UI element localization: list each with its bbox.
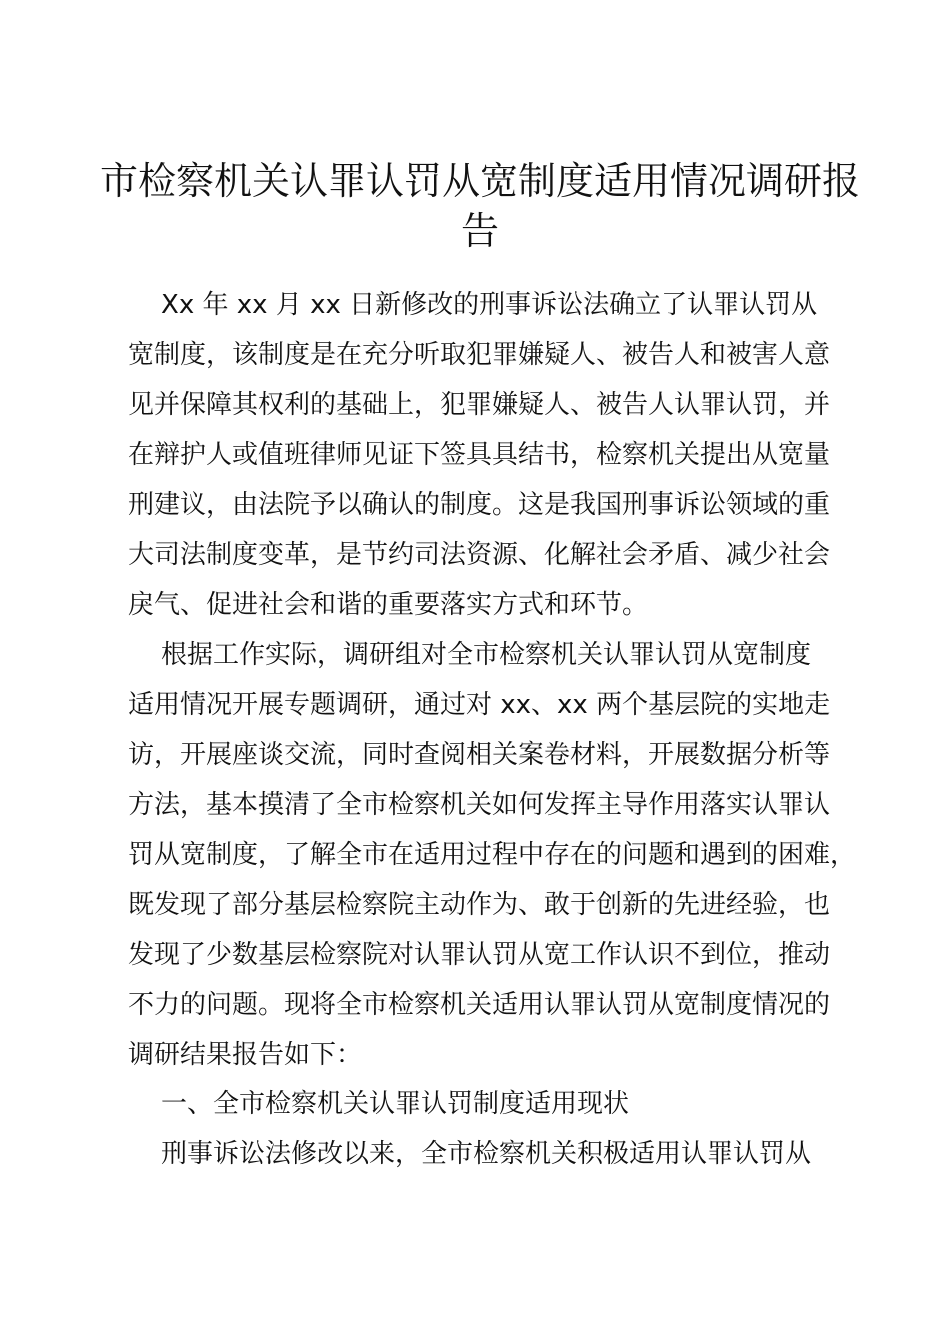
paragraph-line: 根据工作实际，调研组对全市检察机关认罪认罚从宽制度 [128, 640, 812, 670]
paragraph-line: 访，开展座谈交流，同时查阅相关案卷材料，开展数据分析等 [128, 740, 831, 770]
paragraph-line: 刑事诉讼法修改以来，全市检察机关积极适用认罪认罚从 [128, 1139, 812, 1169]
paragraph-method [128, 630, 857, 1080]
paragraph-line: 戾气、促进社会和谐的重要落实方式和环节。 [128, 590, 649, 620]
paragraph-line: 在辩护人或值班律师见证下签具具结书，检察机关提出从宽量 [128, 440, 831, 470]
paragraph-line: 宽制度，该制度是在充分听取犯罪嫌疑人、被告人和被害人意 [128, 340, 831, 370]
paragraph-line: 见并保障其权利的基础上，犯罪嫌疑人、被告人认罪认罚，并 [128, 390, 831, 420]
paragraph-line: 既发现了部分基层检察院主动作为、敢于创新的先进经验，也 [128, 890, 831, 920]
paragraph-line: Xx 年 xx 月 xx 日新修改的刑事诉讼法确立了认罪认罚从 [128, 290, 818, 320]
paragraph-line: 方法，基本摸清了全市检察机关如何发挥主导作用落实认罪认 [128, 790, 831, 820]
paragraph-line: 大司法制度变革，是节约司法资源、化解社会矛盾、减少社会 [128, 540, 831, 570]
paragraph-line: 发现了少数基层检察院对认罪认罚从宽工作认识不到位，推动 [128, 940, 831, 970]
document-title-line2: 告 [460, 209, 499, 253]
section-heading-text: 一、全市检察机关认罪认罚制度适用现状 [128, 1089, 630, 1119]
paragraph-line: 调研结果报告如下： [128, 1040, 363, 1070]
document-title-line1: 市检察机关认罪认罚从宽制度适用情况调研报 [100, 159, 861, 203]
section-heading [128, 1079, 848, 1129]
paragraph-status [128, 1129, 848, 1179]
paragraph-intro [128, 280, 848, 630]
paragraph-line: 不力的问题。现将全市检察机关适用认罪认罚从宽制度情况的 [128, 990, 831, 1020]
paragraph-line: 适用情况开展专题调研，通过对 xx、xx 两个基层院的实地走 [128, 690, 831, 720]
paragraph-line: 刑建议，由法院予以确认的制度。这是我国刑事诉讼领域的重 [128, 490, 831, 520]
paragraph-line: 罚从宽制度，了解全市在适用过程中存在的问题和遇到的困难， [128, 840, 857, 870]
